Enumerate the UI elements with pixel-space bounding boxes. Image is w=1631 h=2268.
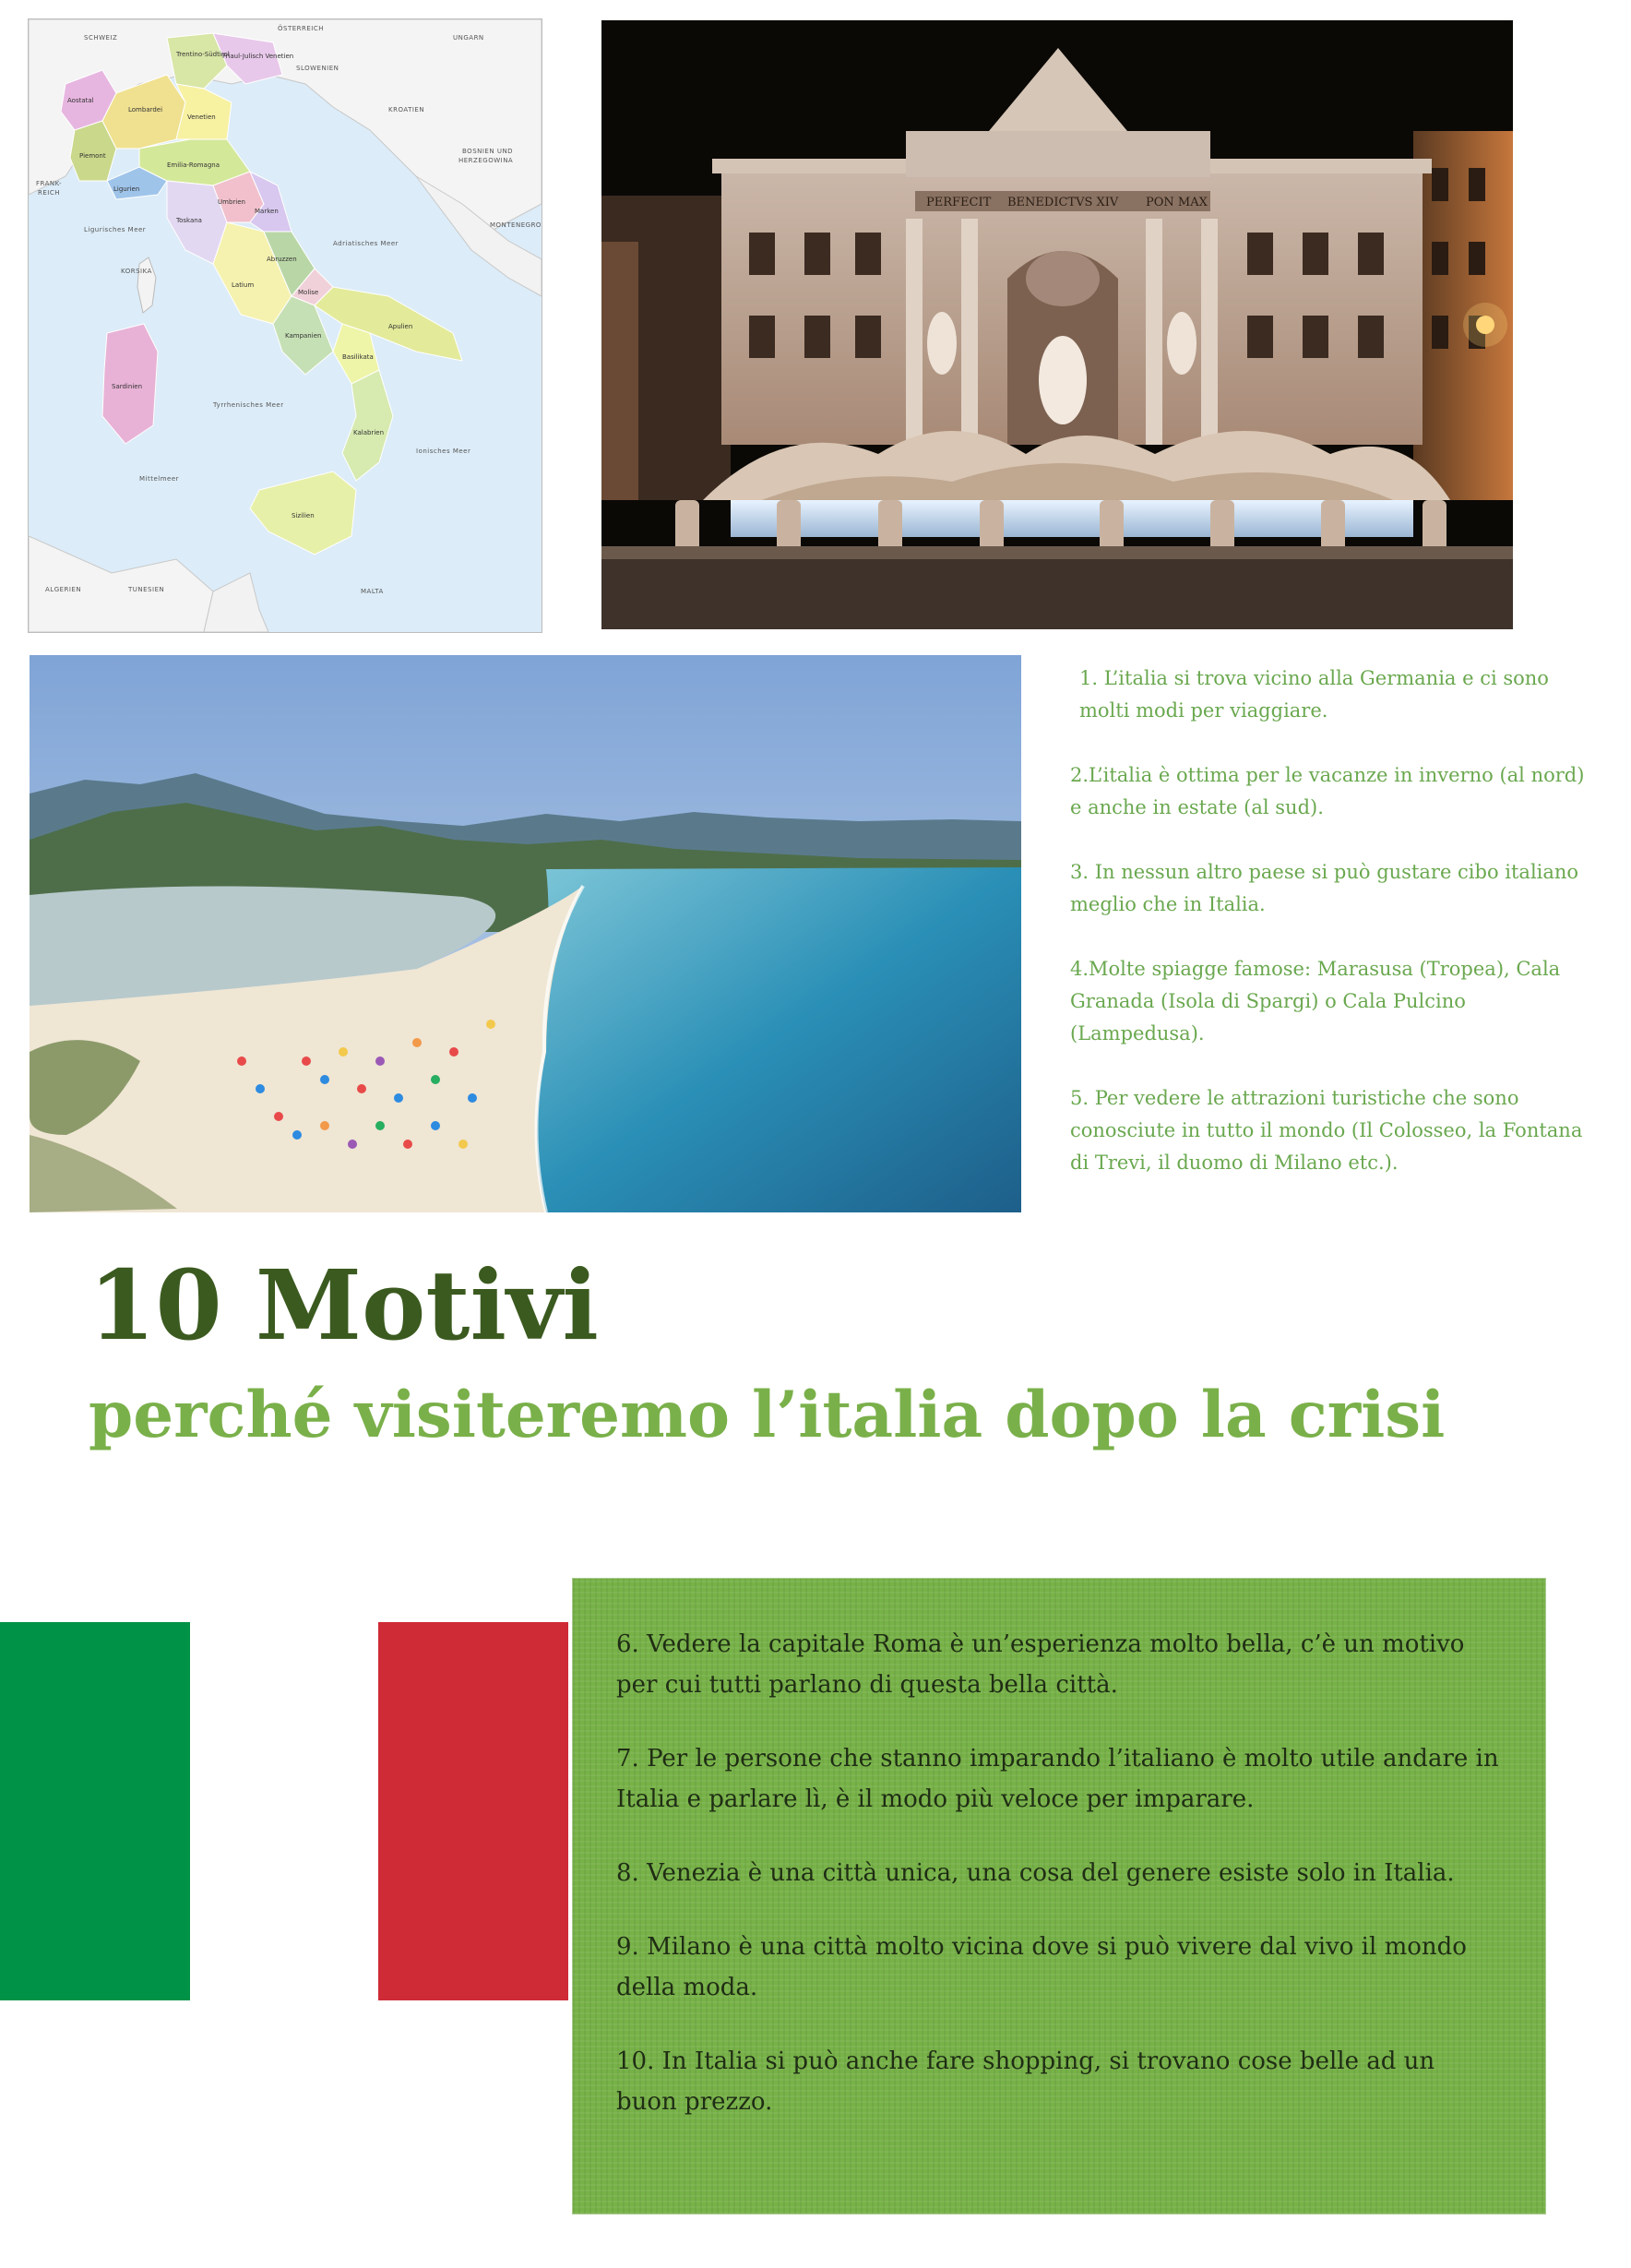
map-region-piemont: Piemont bbox=[79, 152, 106, 160]
reasons-list-top bbox=[1070, 662, 1600, 1212]
reason-8: 8. Venezia è una città unica, una cosa del genere esiste solo in Italia. bbox=[616, 1859, 1455, 1887]
map-label-kroatien: KROATIEN bbox=[388, 106, 425, 113]
map-region-kampanien: Kampanien bbox=[285, 332, 322, 340]
map-label-adriatisches-meer: Adriatisches Meer bbox=[333, 240, 399, 247]
reason-2: 2.L’italia è ottima per le vacanze in inverno (al nord) e anche in estate (al sud). bbox=[1070, 764, 1585, 818]
map-region-molise: Molise bbox=[298, 289, 319, 296]
reason-6: 6. Vedere la capitale Roma è un’esperienza molto bella, c’è un motivo per cui tutti parlano di questa bella città. bbox=[616, 1630, 1465, 1699]
map-label-montenegro: MONTENEGRO bbox=[490, 221, 542, 229]
map-region-trentino: Trentino-Südtirol bbox=[176, 51, 230, 58]
trevi-inscription-2: BENEDICTVS XIV bbox=[1007, 196, 1119, 209]
reason-10: 10. In Italia si può anche fare shopping, si trovano cose belle ad un buon prezzo. bbox=[616, 2047, 1435, 2116]
map-region-abruzzen: Abruzzen bbox=[267, 256, 297, 263]
italy-map-image bbox=[28, 18, 542, 633]
beach-photo bbox=[30, 655, 1021, 1212]
trevi-fountain-photo bbox=[601, 20, 1513, 629]
trevi-inscription-1: PERFECIT bbox=[926, 196, 992, 209]
map-region-venetien: Venetien bbox=[187, 113, 216, 121]
page-subtitle: perché visiteremo l’italia dopo la crisi bbox=[89, 1378, 1446, 1452]
map-label-ungarn: UNGARN bbox=[453, 34, 484, 42]
map-label-malta: MALTA bbox=[361, 588, 384, 595]
reason-9: 9. Milano è una città molto vicina dove si può vivere dal vivo il mondo della moda. bbox=[616, 1933, 1467, 2001]
map-region-sardinien: Sardinien bbox=[112, 383, 143, 390]
reason-7: 7. Per le persone che stanno imparando l’italiano è molto utile andare in Italia e parlare lì, è il modo più veloce per imparare. bbox=[616, 1745, 1499, 1813]
map-region-toskana: Toskana bbox=[176, 217, 202, 224]
page-title: 10 Motivi bbox=[89, 1248, 599, 1362]
map-label-tyrrhenisches-meer: Tyrrhenisches Meer bbox=[213, 401, 284, 409]
map-region-umbrien: Umbrien bbox=[218, 198, 245, 206]
map-label-korsika: KORSIKA bbox=[121, 268, 152, 275]
flag-red-stripe bbox=[378, 1622, 568, 2000]
map-region-ligurien: Ligurien bbox=[113, 185, 140, 193]
map-label-bosnien-2: HERZEGOWINA bbox=[458, 157, 514, 164]
map-label-algerien: ALGERIEN bbox=[45, 586, 82, 593]
map-label-frankreich-1: FRANK- bbox=[36, 180, 63, 187]
map-region-lombardei: Lombardei bbox=[128, 106, 163, 113]
map-region-aosta: Aostatal bbox=[67, 97, 94, 104]
map-label-bosnien-1: BOSNIEN UND bbox=[462, 148, 514, 155]
map-region-emilia: Emilia-Romagna bbox=[167, 161, 220, 169]
map-region-friaul: Friaul-Julisch Venetien bbox=[222, 53, 294, 60]
reason-4: 4.Molte spiagge famose: Marasusa (Tropea), Cala Granada (Isola di Spargi) o Cala Pulcino (Lampedusa). bbox=[1070, 958, 1561, 1044]
map-region-apulien: Apulien bbox=[388, 323, 413, 330]
map-label-osterreich: ÖSTERREICH bbox=[278, 25, 325, 32]
reason-3: 3. In nessun altro paese si può gustare cibo italiano meglio che in Italia. bbox=[1070, 861, 1579, 915]
reason-5: 5. Per vedere le attrazioni turistiche che sono conosciute in tutto il mondo (Il Colosseo, la Fontana di Trevi, il duomo di Milano etc.). bbox=[1070, 1087, 1583, 1174]
map-label-tunesien: TUNESIEN bbox=[128, 586, 165, 593]
map-region-marken: Marken bbox=[255, 208, 279, 215]
map-label-ligurisches-meer: Ligurisches Meer bbox=[84, 226, 147, 233]
reasons-list-bottom bbox=[616, 1624, 1502, 2155]
flag-white-stripe bbox=[190, 1622, 378, 2000]
trevi-inscription-3: PON MAX bbox=[1146, 196, 1208, 209]
map-label-schweiz: SCHWEIZ bbox=[84, 34, 118, 42]
map-region-sizilien: Sizilien bbox=[292, 512, 315, 519]
reason-1: 1. L’italia si trova vicino alla Germania e ci sono molti modi per viaggiare. bbox=[1079, 667, 1549, 722]
map-label-mittelmeer: Mittelmeer bbox=[139, 475, 180, 483]
map-region-latium: Latium bbox=[232, 281, 255, 289]
map-label-slowenien: SLOWENIEN bbox=[296, 65, 339, 72]
map-label-frankreich-2: REICH bbox=[38, 189, 61, 197]
map-label-ionisches-meer: Ionisches Meer bbox=[416, 448, 471, 455]
map-region-basilikata: Basilikata bbox=[342, 353, 374, 361]
flag-green-stripe bbox=[0, 1622, 190, 2000]
map-region-kalabrien: Kalabrien bbox=[353, 429, 385, 436]
